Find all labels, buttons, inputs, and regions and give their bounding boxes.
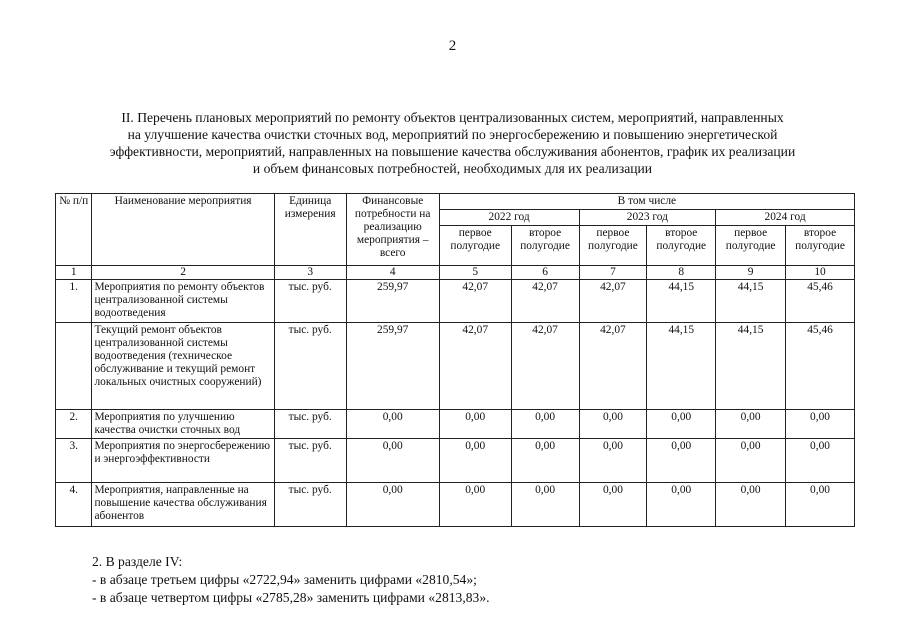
row-value: 0,00 [439,439,511,483]
row-value: 0,00 [716,410,786,439]
column-index: 7 [579,266,647,280]
column-index: 6 [511,266,579,280]
row-number: 1. [56,280,92,323]
column-index-row [56,266,855,280]
row-value: 0,00 [579,410,647,439]
header-unit: Единица измерения [274,194,346,266]
row-value: 42,07 [511,280,579,323]
row-value: 0,00 [786,483,855,527]
row-value: 44,15 [716,323,786,410]
header-first-half: первое полугодие [439,226,511,266]
row-name: Мероприятия по улучшению качества очистки сточных вод [92,410,274,439]
row-total: 0,00 [346,483,439,527]
section-heading [60,109,845,177]
row-total: 0,00 [346,410,439,439]
row-number [56,323,92,410]
row-total: 259,97 [346,323,439,410]
table-row [56,483,855,527]
row-unit: тыс. руб. [274,410,346,439]
row-value: 0,00 [439,483,511,527]
header-second-half: второе полугодие [511,226,579,266]
row-total: 0,00 [346,439,439,483]
column-index: 10 [786,266,855,280]
row-value: 44,15 [716,280,786,323]
row-value: 44,15 [647,280,716,323]
header-finance: Финансовые потребности на реализацию мероприятия – всего [346,194,439,266]
amendment-text [92,553,490,607]
row-number: 4. [56,483,92,527]
row-name: Мероприятия по энергосбережению и энергоэффективности [92,439,274,483]
header-year-2023: 2023 год [579,210,716,226]
plan-table [55,193,855,527]
row-value: 0,00 [716,483,786,527]
amendment-line: - в абзаце четвертом цифры «2785,28» заменить цифрами «2813,83». [92,590,490,605]
page-number: 2 [448,38,457,54]
row-value: 0,00 [786,410,855,439]
header-name: Наименование мероприятия [92,194,274,266]
amendment-line: - в абзаце третьем цифры «2722,94» заменить цифрами «2810,54»; [92,572,477,587]
row-value: 45,46 [786,323,855,410]
row-unit: тыс. руб. [274,323,346,410]
row-value: 0,00 [579,483,647,527]
row-value: 42,07 [511,323,579,410]
row-value: 42,07 [439,280,511,323]
row-value: 0,00 [439,410,511,439]
row-number: 3. [56,439,92,483]
row-unit: тыс. руб. [274,483,346,527]
row-name: Мероприятия, направленные на повышение качества обслуживания абонентов [92,483,274,527]
row-unit: тыс. руб. [274,280,346,323]
header-first-half: первое полугодие [579,226,647,266]
heading-line: эффективности, мероприятий, направленных на повышение качества обслуживания абонентов, график их реализации [109,144,796,159]
heading-line: на улучшение качества очистки сточных вод, мероприятий по энергосбережению и повышению энергетической [127,127,778,142]
header-including: В том числе [439,194,854,210]
row-name: Мероприятия по ремонту объектов централизованной системы водоотведения [92,280,274,323]
table-row [56,439,855,483]
column-index: 2 [92,266,274,280]
header-second-half: второе полугодие [647,226,716,266]
header-first-half: первое полугодие [716,226,786,266]
row-value: 42,07 [439,323,511,410]
row-value: 0,00 [511,483,579,527]
header-num: № п/п [56,194,92,266]
row-unit: тыс. руб. [274,439,346,483]
table-row [56,280,855,323]
row-value: 0,00 [511,439,579,483]
header-year-2022: 2022 год [439,210,579,226]
column-index: 9 [716,266,786,280]
heading-line: и объем финансовых потребностей, необходимых для их реализации [252,161,653,176]
table-row [56,323,855,410]
column-index: 3 [274,266,346,280]
row-value: 42,07 [579,280,647,323]
column-index: 5 [439,266,511,280]
column-index: 8 [647,266,716,280]
column-index: 4 [346,266,439,280]
header-second-half: второе полугодие [786,226,855,266]
table-row [56,410,855,439]
row-number: 2. [56,410,92,439]
row-value: 0,00 [579,439,647,483]
row-name: Текущий ремонт объектов централизованной системы водоотведения (техническое обслуживание и текущий ремонт локальных очистных сооружений) [92,323,274,410]
row-value: 0,00 [647,410,716,439]
row-value: 0,00 [647,439,716,483]
row-value: 44,15 [647,323,716,410]
row-value: 45,46 [786,280,855,323]
row-value: 0,00 [716,439,786,483]
header-year-2024: 2024 год [716,210,855,226]
row-value: 42,07 [579,323,647,410]
row-total: 259,97 [346,280,439,323]
column-index: 1 [56,266,92,280]
amendment-line: 2. В разделе IV: [92,554,183,569]
row-value: 0,00 [786,439,855,483]
row-value: 0,00 [511,410,579,439]
heading-line: II. Перечень плановых мероприятий по ремонту объектов централизованных систем, мероприятий, направленных [121,110,784,125]
row-value: 0,00 [647,483,716,527]
